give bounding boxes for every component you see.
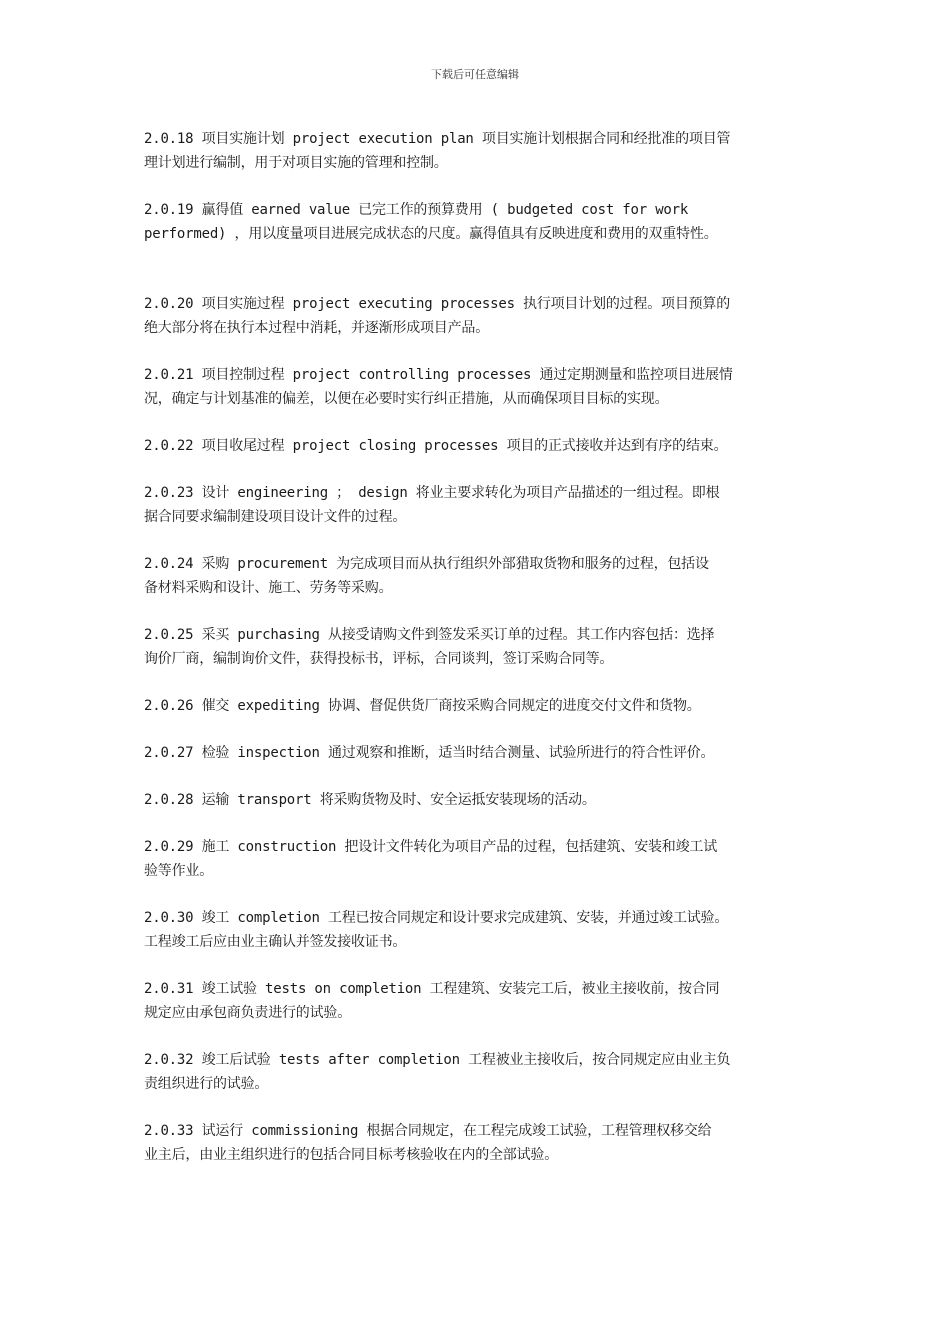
paragraph-2-0-30 bbox=[144, 906, 834, 954]
header-note: 下载后可任意编辑 bbox=[431, 68, 519, 81]
paragraph-line: 2.0.27 检验 inspection 通过观察和推断，适当时结合测量、试验所进行的符合性评价。 bbox=[144, 745, 715, 761]
paragraph-2-0-22 bbox=[144, 434, 834, 458]
paragraph-2-0-18 bbox=[144, 127, 834, 175]
paragraph-2-0-31 bbox=[144, 977, 834, 1025]
paragraph-2-0-19 bbox=[144, 198, 834, 246]
paragraph-2-0-28 bbox=[144, 788, 834, 812]
paragraph-line: 2.0.22 项目收尾过程 project closing processes 项目的正式接收并达到有序的结束。 bbox=[144, 438, 728, 454]
paragraph-line: 绝大部分将在执行本过程中消耗，并逐渐形成项目产品。 bbox=[144, 320, 489, 336]
paragraph-line: 2.0.28 运输 transport 将采购货物及时、安全运抵安装现场的活动。 bbox=[144, 792, 596, 808]
paragraph-line: 据合同要求编制建设项目设计文件的过程。 bbox=[144, 509, 407, 525]
paragraph-2-0-23 bbox=[144, 481, 834, 529]
paragraph-line: 况，确定与计划基准的偏差，以便在必要时实行纠正措施，从而确保项目目标的实现。 bbox=[144, 391, 669, 407]
paragraph-line: 2.0.21 项目控制过程 project controlling processes 通过定期测量和监控项目进展情 bbox=[144, 367, 733, 383]
paragraph-2-0-33 bbox=[144, 1119, 834, 1167]
paragraph-line: 理计划进行编制，用于对项目实施的管理和控制。 bbox=[144, 155, 448, 171]
paragraph-2-0-21 bbox=[144, 363, 834, 411]
paragraph-line: 业主后，由业主组织进行的包括合同目标考核验收在内的全部试验。 bbox=[144, 1147, 558, 1163]
paragraph-line: 2.0.26 催交 expediting 协调、督促供货厂商按采购合同规定的进度交付文件和货物。 bbox=[144, 698, 701, 714]
paragraph-line: 2.0.32 竣工后试验 tests after completion 工程被业主接收后，按合同规定应由业主负 bbox=[144, 1052, 731, 1068]
paragraph-line: 验等作业。 bbox=[144, 863, 213, 879]
paragraph-line: 2.0.31 竣工试验 tests on completion 工程建筑、安装完工后，被业主接收前，按合同 bbox=[144, 981, 720, 997]
paragraph-2-0-29 bbox=[144, 835, 834, 883]
paragraph-line: 备材料采购和设计、施工、劳务等采购。 bbox=[144, 580, 393, 596]
paragraph-line: 2.0.30 竣工 completion 工程已按合同规定和设计要求完成建筑、安装，并通过竣工试验。 bbox=[144, 910, 729, 926]
paragraph-line: 工程竣工后应由业主确认并签发接收证书。 bbox=[144, 934, 407, 950]
paragraph-2-0-25 bbox=[144, 623, 834, 671]
paragraph-line: 2.0.33 试运行 commissioning 根据合同规定，在工程完成竣工试验，工程管理权移交给 bbox=[144, 1123, 712, 1139]
paragraph-2-0-26 bbox=[144, 694, 834, 718]
document-body bbox=[144, 127, 834, 1190]
paragraph-line: 责组织进行的试验。 bbox=[144, 1076, 269, 1092]
paragraph-2-0-24 bbox=[144, 552, 834, 600]
paragraph-line: 2.0.25 采买 purchasing 从接受请购文件到签发采买订单的过程。其工作内容包括：选择 bbox=[144, 627, 715, 643]
paragraph-line: 2.0.29 施工 construction 把设计文件转化为项目产品的过程，包括建筑、安装和竣工试 bbox=[144, 839, 718, 855]
paragraph-2-0-32 bbox=[144, 1048, 834, 1096]
paragraph-line: 询价厂商，编制询价文件，获得投标书，评标，合同谈判，签订采购合同等。 bbox=[144, 651, 614, 667]
paragraph-line: 规定应由承包商负责进行的试验。 bbox=[144, 1005, 351, 1021]
paragraph-2-0-20 bbox=[144, 292, 834, 340]
paragraph-line: 2.0.23 设计 engineering ； design 将业主要求转化为项目产品描述的一组过程。即根 bbox=[144, 485, 720, 501]
paragraph-line: 2.0.18 项目实施计划 project execution plan 项目实施计划根据合同和经批准的项目管 bbox=[144, 131, 731, 147]
paragraph-line: 2.0.19 赢得值 earned value 已完工作的预算费用 ( budgeted cost for work bbox=[144, 202, 689, 218]
paragraph-line: 2.0.20 项目实施过程 project executing processes 执行项目计划的过程。项目预算的 bbox=[144, 296, 731, 312]
paragraph-line: 2.0.24 采购 procurement 为完成项目而从执行组织外部猎取货物和服务的过程，包括设 bbox=[144, 556, 709, 572]
paragraph-2-0-27 bbox=[144, 741, 834, 765]
paragraph-line: performed) ，用以度量项目进展完成状态的尺度。赢得值具有反映进度和费用的双重特性。 bbox=[144, 226, 718, 242]
